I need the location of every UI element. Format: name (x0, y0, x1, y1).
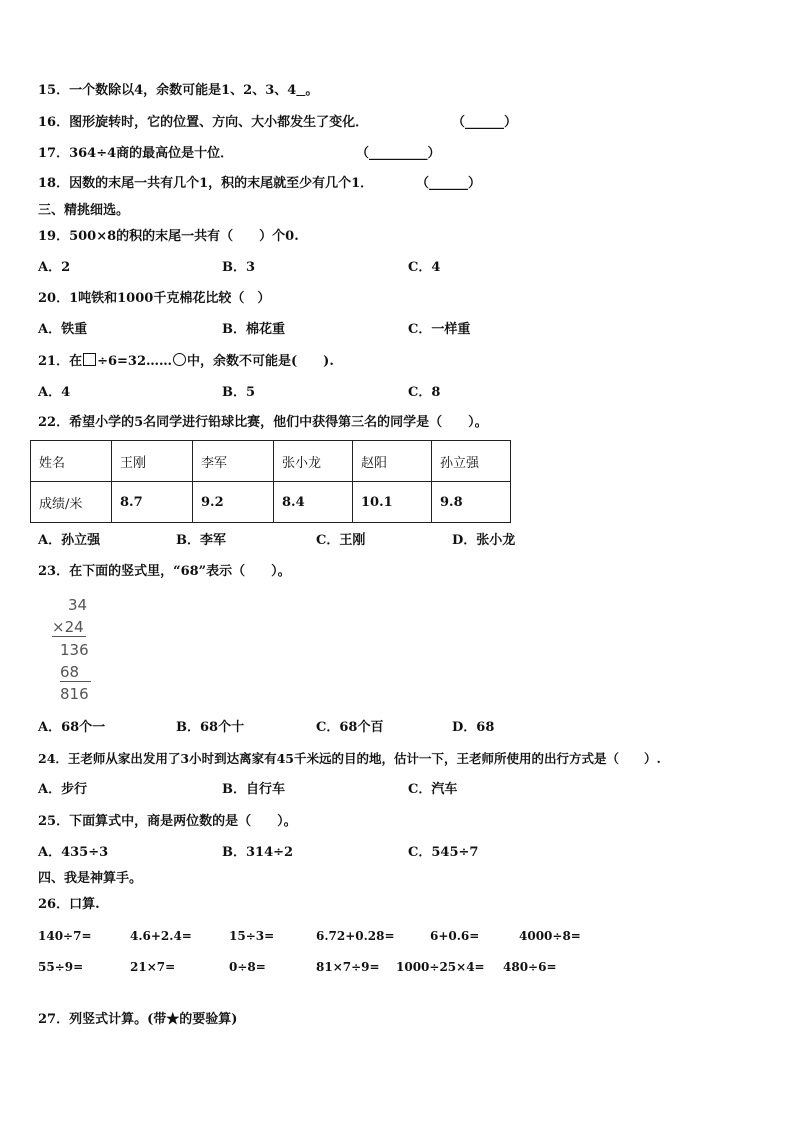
table-cell: 9.8 (432, 482, 511, 523)
calc-item: 81×7÷9= (316, 960, 380, 974)
answer-paren: （_________） (356, 146, 441, 161)
question-23-text: 23．在下面的竖式里，“68”表示（ ）。 (38, 564, 291, 579)
score-table (30, 440, 511, 523)
option: C．一样重 (408, 322, 471, 337)
table-cell: 孙立强 (432, 441, 511, 482)
option: B．314÷2 (222, 845, 294, 860)
table-cell: 9.2 (193, 482, 274, 523)
section-heading: 三、精挑细选。 (38, 203, 130, 218)
option: A．68个一 (38, 720, 106, 735)
calc-item: 0÷8= (229, 960, 266, 974)
question-15 (38, 82, 318, 100)
answer-paren: （______） (452, 115, 518, 130)
vertical-line: 34 (68, 596, 88, 614)
calc-item: 55÷9= (38, 960, 84, 974)
question-25-text: 25．下面算式中，商是两位数的是（ ）。 (38, 814, 297, 829)
table-cell: 成绩/米 (31, 482, 112, 523)
option: B．李军 (176, 533, 226, 548)
option: A．铁重 (38, 322, 88, 337)
calc-item: 6+0.6= (430, 929, 480, 943)
section-heading: 四、我是神算手。 (38, 871, 143, 886)
table-cell: 张小龙 (274, 441, 353, 482)
option: D．68 (452, 720, 495, 735)
option: C．545÷7 (408, 845, 479, 860)
calc-item: 6.72+0.28= (316, 929, 395, 943)
table-row (31, 482, 511, 523)
vertical-line: 816 (60, 685, 89, 703)
option: B．3 (222, 260, 256, 275)
answer-paren: （______） (416, 176, 482, 191)
question-24-text: 24．王老师从家出发用了3小时到达离家有45千米远的目的地，估计一下，王老师所使用的出行方式是（ ）. (38, 751, 661, 766)
question-22-text: 22．希望小学的5名同学进行铅球比赛，他们中获得第三名的同学是（ ）。 (38, 415, 488, 430)
question-27-text: 27．列竖式计算。(带★的要验算) (38, 1012, 238, 1027)
option: B．5 (222, 385, 256, 400)
blank-circle-icon (173, 353, 186, 366)
question-21 (38, 353, 334, 371)
calc-item: 15÷3= (229, 929, 275, 943)
option: C．8 (408, 385, 441, 400)
table-cell: 姓名 (31, 441, 112, 482)
question-21-suffix: 中，余数不可能是( ). (187, 354, 334, 369)
blank-box-icon (83, 353, 96, 366)
option: C．68个百 (316, 720, 384, 735)
option: A．步行 (38, 782, 88, 797)
table-cell: 王刚 (112, 441, 193, 482)
table-cell: 10.1 (353, 482, 432, 523)
calc-item: 1000÷25×4= (396, 960, 485, 974)
calc-item: 480÷6= (503, 960, 557, 974)
question-20-text: 20．1吨铁和1000千克棉花比较（ ） (38, 291, 271, 306)
table-row (31, 441, 511, 482)
vertical-line: 68 (60, 663, 91, 682)
calc-item: 4.6+2.4= (130, 929, 192, 943)
question-15-text: 15．一个数除以4，余数可能是1、2、3、4 (38, 83, 297, 98)
calc-item: 140÷7= (38, 929, 92, 943)
question-21-middle: ÷6=32…… (97, 354, 173, 369)
vertical-line: 136 (60, 641, 89, 659)
vertical-line: ×24 (52, 618, 84, 636)
table-cell: 8.4 (274, 482, 353, 523)
table-cell: 8.7 (112, 482, 193, 523)
question-17-text: 17．364÷4商的最高位是十位． (38, 146, 234, 161)
option: B．自行车 (222, 782, 285, 797)
option: A．4 (38, 385, 71, 400)
table-cell: 李军 (193, 441, 274, 482)
question-16-text: 16．图形旋转时，它的位置、方向、大小都发生了变化． (38, 115, 369, 130)
option: A．2 (38, 260, 71, 275)
table-cell: 赵阳 (353, 441, 432, 482)
option: B．68个十 (176, 720, 245, 735)
option: A．孙立强 (38, 533, 101, 548)
calc-item: 21×7= (130, 960, 176, 974)
question-21-prefix: 21．在 (38, 354, 83, 369)
question-15-end: 。 (305, 83, 319, 98)
question-26-text: 26．口算. (38, 897, 100, 912)
option: D．张小龙 (452, 533, 516, 548)
question-18-text: 18．因数的末尾一共有几个1，积的末尾就至少有几个1． (38, 176, 374, 191)
option: C．王刚 (316, 533, 366, 548)
option: C．4 (408, 260, 441, 275)
option: B．棉花重 (222, 322, 285, 337)
question-19-text: 19．500×8的积的末尾一共有（ ）个0. (38, 229, 299, 244)
option: C．汽车 (408, 782, 458, 797)
calc-item: 4000÷8= (519, 929, 581, 943)
option: A．435÷3 (38, 845, 109, 860)
